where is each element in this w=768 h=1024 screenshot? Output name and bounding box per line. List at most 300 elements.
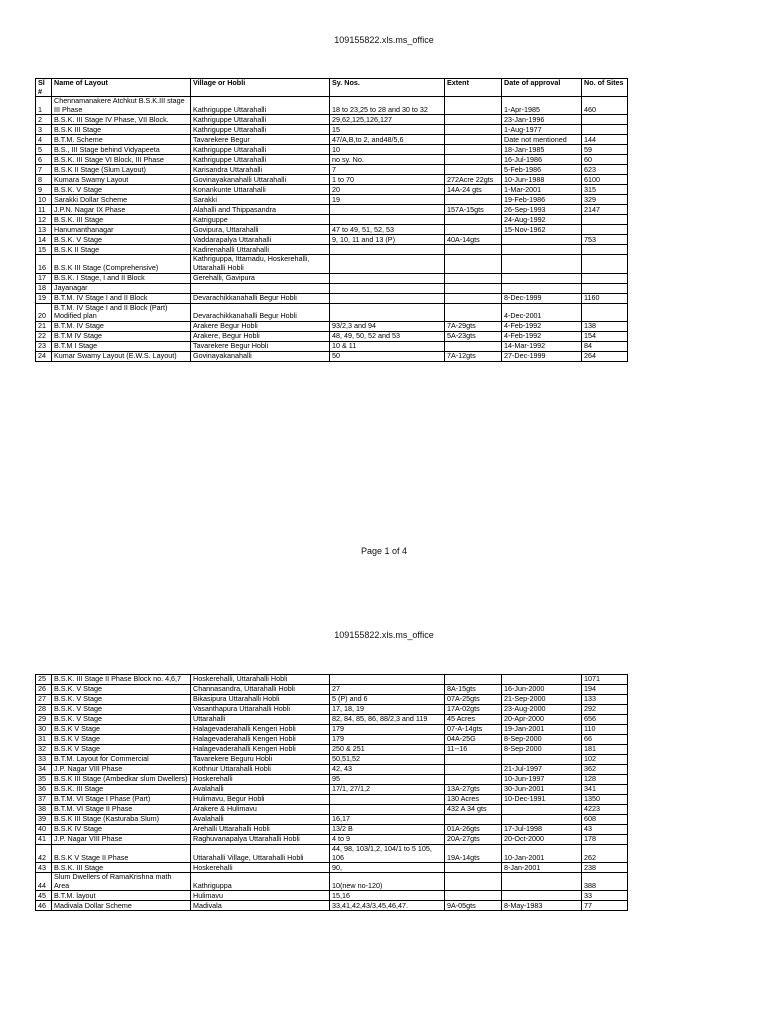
cell-village: Devarachikkanahalli Begur Hobli <box>191 293 330 303</box>
cell-date <box>502 273 582 283</box>
cell-sites: 753 <box>582 235 628 245</box>
cell-extent: 9A-05gts <box>445 901 502 911</box>
cell-date <box>502 873 582 891</box>
cell-sites: 608 <box>582 815 628 825</box>
cell-sl: 18 <box>36 283 52 293</box>
table-row <box>36 341 628 351</box>
cell-village: Uttarahalli Village, Uttarahalli Hobli <box>191 845 330 863</box>
cell-sl: 28 <box>36 705 52 715</box>
cell-sy-nos: 1 to 70 <box>330 175 445 185</box>
table-row <box>36 235 628 245</box>
cell-village: Arakere & Hulimavu <box>191 805 330 815</box>
cell-date: 26-Sep-1993 <box>502 205 582 215</box>
cell-sites: 43 <box>582 825 628 835</box>
cell-extent: 17A-02gts <box>445 705 502 715</box>
cell-name: B.S.K. V Stage <box>52 685 191 695</box>
cell-sy-nos: 82, 84, 85, 86, 88/2,3 and 119 <box>330 715 445 725</box>
cell-sy-nos: 29,62,125,126,127 <box>330 115 445 125</box>
cell-sy-nos: 19 <box>330 195 445 205</box>
cell-name: B.T.M. Layout for Commercial <box>52 755 191 765</box>
cell-date: 23-Jan-1996 <box>502 115 582 125</box>
cell-date: 1-Mar-2001 <box>502 185 582 195</box>
cell-name: B.S.K II Stage (Slum Layout) <box>52 165 191 175</box>
cell-extent <box>445 245 502 255</box>
cell-sites: 292 <box>582 705 628 715</box>
cell-sy-nos: 17/1, 27/1,2 <box>330 785 445 795</box>
cell-date: 8-Sep-2000 <box>502 745 582 755</box>
cell-village: Hulimavu, Begur Hobli <box>191 795 330 805</box>
cell-sites: 1071 <box>582 675 628 685</box>
cell-sy-nos: 47 to 49, 51, 52, 53 <box>330 225 445 235</box>
cell-name: B.T.M IV Stage <box>52 331 191 341</box>
cell-extent <box>445 215 502 225</box>
cell-sy-nos: 10 <box>330 145 445 155</box>
cell-sites: 315 <box>582 185 628 195</box>
cell-sy-nos <box>330 795 445 805</box>
cell-sy-nos: 20 <box>330 185 445 195</box>
cell-sites: 59 <box>582 145 628 155</box>
cell-sites: 460 <box>582 97 628 115</box>
cell-name: B.S.K. III Stage II Phase Block no. 4,6,7 <box>52 675 191 685</box>
cell-name: B.S.K. III Stage <box>52 863 191 873</box>
cell-village: Kathriguppe Uttarahalli <box>191 145 330 155</box>
layout-table-page-2 <box>35 674 628 911</box>
cell-sites <box>582 125 628 135</box>
cell-sites: 4223 <box>582 805 628 815</box>
cell-name: Chennamanakere Atchkut B.S.K.III stage III Phase <box>52 97 191 115</box>
table-row <box>36 845 628 863</box>
cell-sy-nos: 17, 18, 19 <box>330 705 445 715</box>
cell-sl: 15 <box>36 245 52 255</box>
cell-sites <box>582 225 628 235</box>
table-row <box>36 785 628 795</box>
cell-date: 10-Dec-1991 <box>502 795 582 805</box>
cell-name: B.S., III Stage behind Vidyapeeta <box>52 145 191 155</box>
col-header-village: Village or Hobli <box>191 79 330 97</box>
table-row <box>36 745 628 755</box>
cell-extent: 13A-27gts <box>445 785 502 795</box>
cell-extent: 19A-14gts <box>445 845 502 863</box>
table-row <box>36 303 628 321</box>
cell-sl: 8 <box>36 175 52 185</box>
cell-sy-nos <box>330 205 445 215</box>
cell-village: Devarachikkanahalli Begur Hobli <box>191 303 330 321</box>
cell-extent <box>445 195 502 205</box>
cell-village: Tavarekere Beguru Hobli <box>191 755 330 765</box>
cell-extent: 5A-23gts <box>445 331 502 341</box>
cell-sl: 24 <box>36 351 52 361</box>
cell-village: Arakere, Begur Hobli <box>191 331 330 341</box>
cell-date: 8-Dec-1999 <box>502 293 582 303</box>
cell-sl: 22 <box>36 331 52 341</box>
cell-sites <box>582 255 628 273</box>
cell-village: Kathriguppa, Ittamadu, Hoskerehalli, Uttarahalli Hobli <box>191 255 330 273</box>
cell-village: Madivala <box>191 901 330 911</box>
table-row <box>36 331 628 341</box>
cell-sites: 6100 <box>582 175 628 185</box>
cell-name: B.T.M. VI Stage II Phase <box>52 805 191 815</box>
cell-extent <box>445 863 502 873</box>
cell-name: B.T.M. VI Stage I Phase (Part) <box>52 795 191 805</box>
cell-sy-nos: 90, <box>330 863 445 873</box>
cell-date: 1-Aug-1977 <box>502 125 582 135</box>
col-header-sites: No. of Sites <box>582 79 628 97</box>
cell-village: Vasanthapura Uttarahalli Hobli <box>191 705 330 715</box>
cell-sl: 3 <box>36 125 52 135</box>
cell-extent <box>445 303 502 321</box>
page-1-header: 109155822.xls.ms_office <box>334 35 434 45</box>
cell-extent <box>445 341 502 351</box>
cell-sy-nos: 179 <box>330 735 445 745</box>
cell-date: 20-Oct-2000 <box>502 835 582 845</box>
cell-village: Avalahalli <box>191 815 330 825</box>
cell-name: B.S.K III Stage <box>52 125 191 135</box>
cell-name: B.T.M I Stage <box>52 341 191 351</box>
cell-sl: 13 <box>36 225 52 235</box>
cell-sl: 4 <box>36 135 52 145</box>
cell-sy-nos: 95 <box>330 775 445 785</box>
cell-sites: 144 <box>582 135 628 145</box>
cell-sites: 1160 <box>582 293 628 303</box>
cell-date: Date not mentioned <box>502 135 582 145</box>
cell-extent <box>445 283 502 293</box>
cell-village: Kothnur Uttarahalli Hobli <box>191 765 330 775</box>
cell-date: 16-Jul-1986 <box>502 155 582 165</box>
cell-sl: 17 <box>36 273 52 283</box>
cell-date: 10-Jun-1988 <box>502 175 582 185</box>
cell-date: 27-Dec-1999 <box>502 351 582 361</box>
cell-extent: 07-A-14gts <box>445 725 502 735</box>
cell-extent: 14A-24 gts <box>445 185 502 195</box>
cell-sites: 138 <box>582 321 628 331</box>
cell-date: 20-Apr-2000 <box>502 715 582 725</box>
table-row <box>36 815 628 825</box>
cell-name: B.S.K III Stage (Ambedkar slum Dwellers) <box>52 775 191 785</box>
cell-extent <box>445 115 502 125</box>
cell-sites: 656 <box>582 715 628 725</box>
cell-sites: 181 <box>582 745 628 755</box>
cell-date: 24-Aug-1992 <box>502 215 582 225</box>
cell-extent: 45 Acres <box>445 715 502 725</box>
cell-sites <box>582 215 628 225</box>
cell-sy-nos: 15 <box>330 125 445 135</box>
cell-name: B.S.K V Stage <box>52 725 191 735</box>
cell-extent <box>445 125 502 135</box>
cell-village: Govipura, Uttarahalli <box>191 225 330 235</box>
cell-date <box>502 245 582 255</box>
cell-extent <box>445 255 502 273</box>
cell-extent: 130 Acres <box>445 795 502 805</box>
cell-village: Govinayakanahalli Uttarahalli <box>191 175 330 185</box>
cell-sites: 1350 <box>582 795 628 805</box>
cell-date: 17-Jul-1998 <box>502 825 582 835</box>
cell-name: J.P. Nagar VIII Phase <box>52 835 191 845</box>
cell-date: 23-Aug-2000 <box>502 705 582 715</box>
table-row <box>36 185 628 195</box>
cell-sy-nos: no sy. No. <box>330 155 445 165</box>
table-row <box>36 321 628 331</box>
cell-sl: 12 <box>36 215 52 225</box>
cell-extent: 8A-15gts <box>445 685 502 695</box>
table-row <box>36 835 628 845</box>
cell-sites <box>582 283 628 293</box>
page-1-footer: Page 1 of 4 <box>360 546 408 556</box>
cell-name: B.T.M. IV Stage I and II Block (Part) Modified plan <box>52 303 191 321</box>
cell-sl: 16 <box>36 255 52 273</box>
table-row <box>36 195 628 205</box>
table-row <box>36 775 628 785</box>
cell-extent <box>445 145 502 155</box>
cell-sl: 38 <box>36 805 52 815</box>
cell-sy-nos: 50,51,52 <box>330 755 445 765</box>
cell-village: Gerehalli, Gavipura <box>191 273 330 283</box>
cell-date: 15-Nov-1962 <box>502 225 582 235</box>
cell-sites: 194 <box>582 685 628 695</box>
cell-sy-nos: 33,41,42,43/3,45,46,47. <box>330 901 445 911</box>
cell-sl: 43 <box>36 863 52 873</box>
cell-sy-nos: 250 & 251 <box>330 745 445 755</box>
table-row <box>36 145 628 155</box>
cell-date: 14-Mar-1992 <box>502 341 582 351</box>
cell-date <box>502 235 582 245</box>
cell-sl: 37 <box>36 795 52 805</box>
page-2-header: 109155822.xls.ms_office <box>334 630 434 640</box>
cell-sites: 77 <box>582 901 628 911</box>
cell-village: Tavarekere Begur Hobli <box>191 341 330 351</box>
cell-date: 4-Feb-1992 <box>502 321 582 331</box>
cell-sites <box>582 273 628 283</box>
cell-sl: 41 <box>36 835 52 845</box>
table-row <box>36 675 628 685</box>
cell-name: Kumara Swamy Layout <box>52 175 191 185</box>
cell-extent: 07A-25gts <box>445 695 502 705</box>
table-row <box>36 891 628 901</box>
cell-name: B.S.K III Stage (Comprehensive) <box>52 255 191 273</box>
cell-sy-nos <box>330 303 445 321</box>
cell-sl: 23 <box>36 341 52 351</box>
cell-name: B.S.K. V Stage <box>52 715 191 725</box>
cell-extent <box>445 873 502 891</box>
cell-extent: 20A-27gts <box>445 835 502 845</box>
table-row <box>36 273 628 283</box>
cell-village: Raghuvanapalya Uttarahalli Hobli <box>191 835 330 845</box>
cell-name: Jayanagar <box>52 283 191 293</box>
cell-sl: 33 <box>36 755 52 765</box>
cell-sy-nos: 42, 43 <box>330 765 445 775</box>
table-row <box>36 695 628 705</box>
cell-sites: 154 <box>582 331 628 341</box>
cell-sl: 1 <box>36 97 52 115</box>
cell-sy-nos: 47/A,B,to 2, and48/5,6 <box>330 135 445 145</box>
cell-village: Uttarahalli <box>191 715 330 725</box>
table-row <box>36 795 628 805</box>
cell-sy-nos <box>330 215 445 225</box>
cell-date: 16-Jun-2000 <box>502 685 582 695</box>
col-header-name: Name of Layout <box>52 79 191 97</box>
cell-name: B.S.K. III Stage <box>52 215 191 225</box>
cell-village: Channasandra, Uttarahalli Hobli <box>191 685 330 695</box>
cell-village: Arehalli Uttarahalli Hobli <box>191 825 330 835</box>
cell-name: B.S.K. III Stage VI Block, III Phase <box>52 155 191 165</box>
cell-sl: 21 <box>36 321 52 331</box>
cell-sl: 9 <box>36 185 52 195</box>
cell-sites: 388 <box>582 873 628 891</box>
cell-sl: 39 <box>36 815 52 825</box>
cell-date: 4-Dec-2001 <box>502 303 582 321</box>
cell-name: B.S.K IV Stage <box>52 825 191 835</box>
cell-date <box>502 815 582 825</box>
cell-village: Avalahalli <box>191 785 330 795</box>
table-row <box>36 825 628 835</box>
table-row <box>36 135 628 145</box>
cell-sy-nos: 4 to 9 <box>330 835 445 845</box>
cell-sites <box>582 115 628 125</box>
cell-sites: 66 <box>582 735 628 745</box>
cell-extent <box>445 97 502 115</box>
cell-extent: 272Acre 22gts <box>445 175 502 185</box>
cell-extent <box>445 755 502 765</box>
cell-name: B.S.K. III Stage <box>52 785 191 795</box>
cell-sy-nos <box>330 245 445 255</box>
cell-name: B.S.K V Stage <box>52 735 191 745</box>
table-row <box>36 725 628 735</box>
cell-sy-nos: 7 <box>330 165 445 175</box>
cell-extent <box>445 135 502 145</box>
table-row <box>36 205 628 215</box>
cell-name: B.T.M. IV Stage <box>52 321 191 331</box>
cell-date: 19-Jan-2001 <box>502 725 582 735</box>
col-header-sy-nos: Sy. Nos. <box>330 79 445 97</box>
cell-date <box>502 805 582 815</box>
table-row <box>36 293 628 303</box>
cell-village <box>191 283 330 293</box>
table-row <box>36 115 628 125</box>
cell-village: Sarakki <box>191 195 330 205</box>
cell-extent <box>445 293 502 303</box>
table-row <box>36 705 628 715</box>
cell-village: Konankunte Uttarahalli <box>191 185 330 195</box>
cell-sy-nos: 9, 10, 11 and 13 (P) <box>330 235 445 245</box>
table-row <box>36 873 628 891</box>
cell-date: 10-Jan-2001 <box>502 845 582 863</box>
cell-sl: 20 <box>36 303 52 321</box>
cell-extent <box>445 225 502 235</box>
cell-date: 1-Apr-1985 <box>502 97 582 115</box>
cell-sites: 329 <box>582 195 628 205</box>
cell-extent: 157A-15gts <box>445 205 502 215</box>
cell-village: Tavarekere Begur <box>191 135 330 145</box>
cell-sl: 6 <box>36 155 52 165</box>
cell-sl: 31 <box>36 735 52 745</box>
cell-sl: 2 <box>36 115 52 125</box>
cell-date: 8-Sep-2000 <box>502 735 582 745</box>
cell-date: 19-Feb-1986 <box>502 195 582 205</box>
cell-village: Kathriguppe Uttarahalli <box>191 115 330 125</box>
cell-sl: 29 <box>36 715 52 725</box>
cell-name: Kumar Swamy Layout (E.W.S. Layout) <box>52 351 191 361</box>
table-row <box>36 715 628 725</box>
cell-sl: 19 <box>36 293 52 303</box>
table-row <box>36 255 628 273</box>
cell-name: B.S.K. V Stage <box>52 705 191 715</box>
cell-extent <box>445 165 502 175</box>
cell-name: Hanumanthanagar <box>52 225 191 235</box>
cell-sy-nos: 5 (P) and 6 <box>330 695 445 705</box>
cell-sy-nos: 15,16 <box>330 891 445 901</box>
table-row <box>36 175 628 185</box>
cell-name: B.S.K. III Stage IV Phase, VII Block. <box>52 115 191 125</box>
cell-sy-nos <box>330 805 445 815</box>
cell-sy-nos: 27 <box>330 685 445 695</box>
cell-village: Halagevaderahalli Kengeri Hobli <box>191 735 330 745</box>
cell-sl: 11 <box>36 205 52 215</box>
cell-sites: 238 <box>582 863 628 873</box>
cell-sl: 32 <box>36 745 52 755</box>
cell-sl: 25 <box>36 675 52 685</box>
cell-extent: 7A-12gts <box>445 351 502 361</box>
cell-sites: 262 <box>582 845 628 863</box>
table-row <box>36 735 628 745</box>
cell-village: Karisandra Uttarahalli <box>191 165 330 175</box>
cell-sy-nos: 44, 98, 103/1,2, 104/1 to 5 105, 106 <box>330 845 445 863</box>
cell-date: 30-Jun-2001 <box>502 785 582 795</box>
cell-name: B.S.K. I Stage, I and II Block <box>52 273 191 283</box>
cell-extent: 7A-29gts <box>445 321 502 331</box>
cell-date <box>502 675 582 685</box>
table-row <box>36 685 628 695</box>
cell-sy-nos <box>330 293 445 303</box>
table-row <box>36 245 628 255</box>
cell-name: B.S.K III Stage (Kasturaba Slum) <box>52 815 191 825</box>
cell-date <box>502 755 582 765</box>
col-header-extent: Extent <box>445 79 502 97</box>
cell-name: J.P. Nagar VIII Phase <box>52 765 191 775</box>
cell-village: Bikasipura Uttarahalli Hobli <box>191 695 330 705</box>
cell-sites: 623 <box>582 165 628 175</box>
cell-extent <box>445 273 502 283</box>
cell-name: B.S.K. V Stage <box>52 695 191 705</box>
table-row <box>36 755 628 765</box>
table-row <box>36 283 628 293</box>
cell-sl: 14 <box>36 235 52 245</box>
table-row <box>36 215 628 225</box>
cell-sites: 178 <box>582 835 628 845</box>
col-header-sl: Sl # <box>36 79 52 97</box>
cell-name: B.T.M. layout <box>52 891 191 901</box>
cell-date: 10-Jun-1997 <box>502 775 582 785</box>
table-row <box>36 125 628 135</box>
cell-sy-nos: 13/2 B <box>330 825 445 835</box>
cell-name: B.S.K. V Stage <box>52 185 191 195</box>
table-row <box>36 351 628 361</box>
cell-sl: 10 <box>36 195 52 205</box>
cell-sy-nos <box>330 283 445 293</box>
cell-extent: 432 A 34 gts <box>445 805 502 815</box>
cell-sl: 46 <box>36 901 52 911</box>
cell-sl: 26 <box>36 685 52 695</box>
cell-village: Katriguppe <box>191 215 330 225</box>
cell-village: Kathriguppe Uttarahalli <box>191 97 330 115</box>
cell-sl: 42 <box>36 845 52 863</box>
cell-name: B.S.K V Stage <box>52 745 191 755</box>
cell-sites <box>582 303 628 321</box>
cell-date: 21-Sep-2000 <box>502 695 582 705</box>
cell-name: Slum Dwellers of RamaKrishna math Area <box>52 873 191 891</box>
cell-sl: 5 <box>36 145 52 155</box>
cell-extent <box>445 775 502 785</box>
cell-name: B.S.K V Stage II Phase <box>52 845 191 863</box>
cell-village: Hoskerehalli <box>191 863 330 873</box>
